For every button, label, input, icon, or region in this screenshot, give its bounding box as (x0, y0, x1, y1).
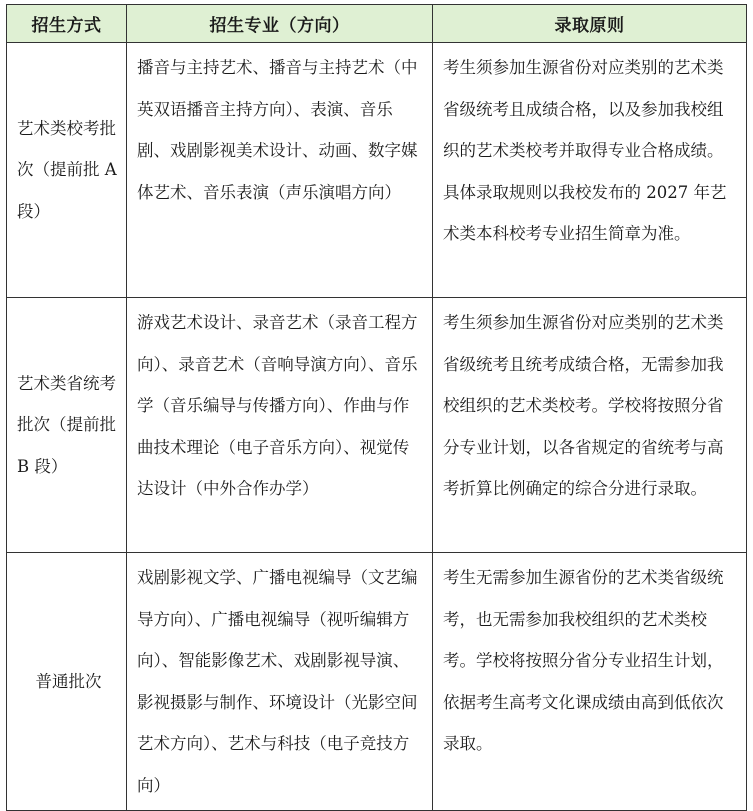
admission-rule-cell: 考生无需参加生源省份的艺术类省级统考，也无需参加我校组织的艺术类校考。学校将按照分省分专业招生计划，依据考生高考文化课成绩由高到低依次录取。 (433, 553, 747, 811)
admission-method-cell: 艺术类校考批次（提前批 A 段） (7, 43, 127, 298)
table-body (7, 43, 747, 811)
admission-rule-cell: 考生须参加生源省份对应类别的艺术类省级统考且统考成绩合格，无需参加我校组织的艺术类校考。学校将按照分省分专业计划，以各省规定的省统考与高考折算比例确定的综合分进行录取。 (433, 298, 747, 553)
admission-method-cell: 普通批次 (7, 553, 127, 811)
header-admission-method: 招生方式 (7, 5, 127, 43)
table-row (7, 553, 747, 811)
majors-cell: 戏剧影视文学、广播电视编导（文艺编导方向）、广播电视编导（视听编辑方向）、智能影像艺术、戏剧影视导演、影视摄影与制作、环境设计（光影空间艺术方向）、艺术与科技（电子竞技方向） (127, 553, 433, 811)
admission-table-container (6, 4, 746, 811)
admission-method-cell: 艺术类省统考批次（提前批 B 段） (7, 298, 127, 553)
table-row (7, 43, 747, 298)
table-row (7, 298, 747, 553)
admission-rule-cell: 考生须参加生源省份对应类别的艺术类省级统考且成绩合格，以及参加我校组织的艺术类校考并取得专业合格成绩。具体录取规则以我校发布的 2027 年艺术类本科校考专业招生简章为准。 (433, 43, 747, 298)
table-header (7, 5, 747, 43)
majors-cell: 游戏艺术设计、录音艺术（录音工程方向）、录音艺术（音响导演方向）、音乐学（音乐编导与传播方向）、作曲与作曲技术理论（电子音乐方向）、视觉传达设计（中外合作办学） (127, 298, 433, 553)
header-admission-principle: 录取原则 (433, 5, 747, 43)
header-majors: 招生专业（方向） (127, 5, 433, 43)
majors-cell: 播音与主持艺术、播音与主持艺术（中英双语播音主持方向）、表演、音乐剧、戏剧影视美术设计、动画、数字媒体艺术、音乐表演（声乐演唱方向） (127, 43, 433, 298)
header-row (7, 5, 747, 43)
admission-table (6, 4, 747, 811)
